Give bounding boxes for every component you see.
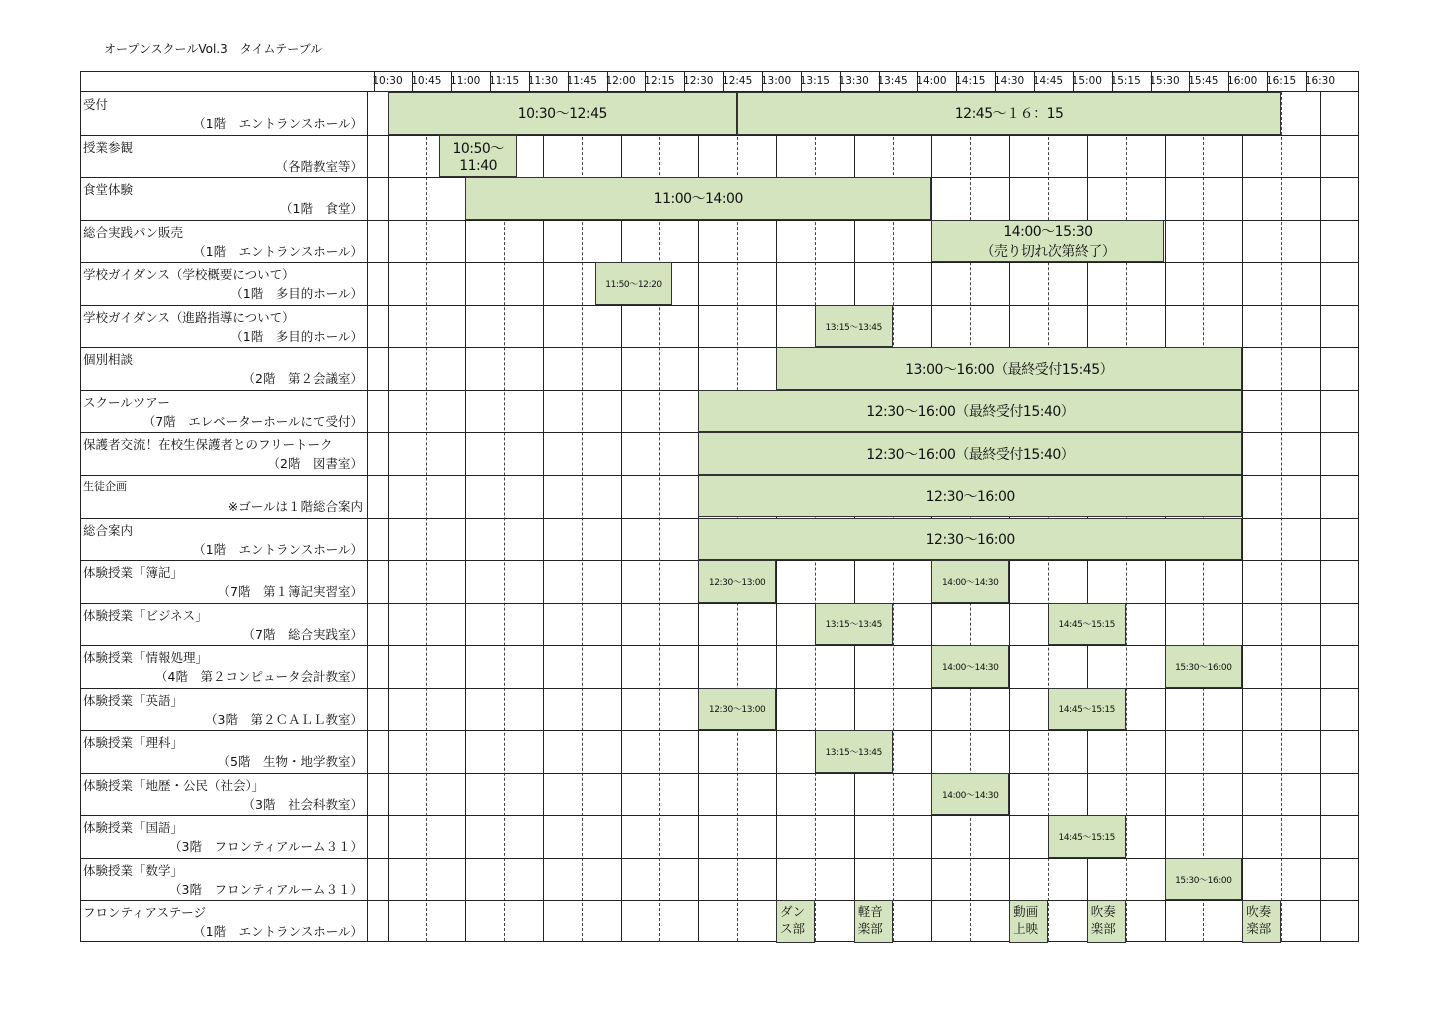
row-label: [83, 305, 363, 348]
stage-act-line2: 上映: [1013, 921, 1039, 937]
header-tick: [1151, 72, 1152, 92]
event-location: （5階 生物・地学教室）: [217, 754, 363, 770]
row-label: [83, 518, 363, 561]
event-name: フロンティアステージ: [83, 905, 207, 921]
row-label: [83, 135, 363, 178]
event-name: 学校ガイダンス（学校概要について）: [83, 267, 295, 283]
event-location: （1階 多目的ホール）: [230, 286, 363, 302]
event-bar[interactable]: [776, 900, 815, 943]
event-bar[interactable]: [931, 560, 1009, 603]
row-label: [83, 645, 363, 688]
header-tick: [917, 72, 918, 92]
event-bar[interactable]: [931, 645, 1009, 688]
header-tick: [1112, 72, 1113, 92]
header-tick: [762, 72, 763, 92]
event-name: スクールツアー: [83, 394, 170, 410]
header-tick: [645, 72, 646, 92]
row-label: [83, 603, 363, 646]
time-header-label: 14:15: [955, 75, 986, 87]
time-header-label: 16:30: [1304, 75, 1336, 87]
event-location: （3階 フロンティアルーム３１）: [169, 839, 363, 855]
event-bar[interactable]: [1087, 900, 1126, 943]
header-tick: [374, 72, 375, 92]
event-location: （7階 エレベーターホールにて受付）: [142, 413, 363, 429]
time-header-label: 15:30: [1149, 75, 1180, 87]
time-header-label: 13:45: [877, 75, 908, 87]
event-bar[interactable]: [698, 432, 1242, 475]
time-header-label: 14:45: [1032, 75, 1064, 87]
time-header-label: 15:45: [1188, 75, 1219, 87]
event-time: 14:00～14:30: [941, 577, 999, 588]
event-location: （3階 社会科教室）: [242, 796, 363, 812]
time-header-label: 11:45: [566, 75, 597, 87]
event-location: （2階 図書室）: [267, 456, 363, 472]
header-tick: [1189, 72, 1190, 92]
event-bar[interactable]: [439, 135, 517, 178]
event-name: 体験授業「英語」: [83, 692, 184, 708]
event-time: 12:30～16:00（最終受付15:40）: [866, 446, 1075, 463]
header-tick: [1267, 72, 1268, 92]
header-tick: [451, 72, 452, 92]
event-name: 個別相談: [83, 352, 134, 368]
row-label: [83, 177, 363, 220]
event-location: （1階 エントランスホール）: [193, 116, 363, 131]
time-header-label: 13:30: [838, 75, 869, 87]
event-name: 総合案内: [83, 522, 134, 538]
time-header-label: 12:45: [722, 75, 753, 87]
event-note: （売り切れ次第終了）: [980, 243, 1116, 260]
event-time: 14:00～14:30: [941, 662, 999, 673]
header-tick: [529, 72, 530, 92]
event-bar[interactable]: [815, 730, 893, 773]
event-name: 保護者交流！在校生保護者とのフリートーク: [83, 437, 333, 453]
event-time: 13:15～13:45: [825, 620, 882, 631]
event-bar[interactable]: [1009, 900, 1048, 943]
event-bar[interactable]: [931, 220, 1164, 263]
event-bar[interactable]: [931, 773, 1009, 816]
header-tick: [723, 72, 724, 92]
stage-act-line1: 吹奏: [1246, 904, 1272, 920]
event-bar[interactable]: [698, 518, 1242, 561]
row-label: [83, 432, 363, 475]
header-tick: [412, 72, 413, 92]
stage-act-line1: ダン: [780, 904, 806, 920]
event-time: 14:45～15:15: [1058, 705, 1116, 716]
event-bar[interactable]: [698, 475, 1242, 518]
header-tick: [801, 72, 802, 92]
row-label: [83, 475, 363, 518]
event-bar[interactable]: [698, 560, 776, 603]
event-time: 12:30～13:00: [708, 705, 766, 716]
time-header-label: 12:30: [683, 75, 714, 87]
row-label: [83, 773, 363, 816]
time-header-label: 16:00: [1227, 75, 1258, 87]
event-name: 体験授業「地歴・公民（社会）」: [83, 777, 265, 793]
header-tick: [879, 72, 880, 92]
event-time: 11:00～14:00: [653, 191, 743, 208]
event-time: 12:30～16:00（最終受付15:40）: [866, 404, 1075, 421]
event-name: 体験授業「理科」: [83, 735, 184, 751]
event-bar[interactable]: [388, 92, 738, 135]
event-name: 受付: [83, 97, 109, 112]
timetable-grid: [80, 71, 1359, 942]
event-location: （1階 エントランスホール）: [193, 243, 363, 259]
row-label: [83, 390, 363, 433]
row-label: [83, 688, 363, 731]
header-tick: [995, 72, 996, 92]
event-bar[interactable]: [1048, 815, 1126, 858]
event-location: ※ゴールは１階総合案内: [227, 498, 363, 514]
event-location: （1階 エントランスホール）: [193, 924, 363, 940]
event-name: 体験授業「情報処理」: [83, 650, 209, 666]
stage-act-line1: 動画: [1013, 904, 1039, 920]
event-name: 食堂体験: [83, 182, 134, 198]
event-location: （7階 第１簿記実習室）: [217, 584, 363, 600]
time-header-label: 13:15: [799, 75, 830, 87]
time-header-label: 12:15: [644, 75, 675, 87]
event-location: （1階 多目的ホール）: [230, 328, 363, 344]
event-bar[interactable]: [737, 92, 1281, 135]
event-name: 授業参観: [83, 139, 134, 155]
row-label: [83, 730, 363, 773]
time-header-label: 16:15: [1265, 75, 1297, 87]
event-location: （1階 エントランスホール）: [193, 541, 363, 557]
event-location: （1階 食堂）: [280, 201, 363, 217]
stage-act-line2: 楽部: [1246, 921, 1272, 937]
event-bar[interactable]: [815, 305, 893, 348]
event-bar[interactable]: [1048, 603, 1126, 646]
row-label: [83, 347, 363, 390]
time-header-label: 11:15: [488, 75, 520, 87]
stage-act-line1: 軽音: [857, 904, 883, 920]
event-location: （3階 フロンティアルーム３１）: [169, 881, 363, 897]
header-tick: [490, 72, 491, 92]
time-header-label: 10:45: [411, 75, 442, 87]
row-label: [83, 262, 363, 305]
time-header-label: 13:00: [760, 75, 792, 87]
row-label: [83, 900, 363, 943]
event-name: 体験授業「数学」: [83, 862, 184, 878]
time-header-label: 14:30: [993, 75, 1025, 87]
header-tick: [1034, 72, 1035, 92]
header-tick: [568, 72, 569, 92]
event-name: 体験授業「国語」: [83, 820, 184, 836]
header-tick: [840, 72, 841, 92]
stage-act-line2: 楽部: [857, 921, 883, 937]
header-tick: [607, 72, 608, 92]
row-label: [83, 815, 363, 858]
stage-act-line2: 楽部: [1090, 921, 1116, 937]
row-label: [83, 858, 363, 901]
event-bar[interactable]: [698, 688, 776, 731]
stage-act-line2: ス部: [780, 921, 806, 937]
stage-act-line1: 吹奏: [1090, 904, 1116, 920]
event-bar[interactable]: [595, 262, 673, 305]
event-time: 10:50～11:40: [452, 140, 504, 174]
event-time: 12:30～13:00: [708, 577, 766, 588]
event-bar[interactable]: [815, 603, 893, 646]
event-bar[interactable]: [1165, 858, 1243, 901]
event-time: 13:15～13:45: [825, 322, 882, 333]
event-bar[interactable]: [1242, 900, 1281, 943]
event-bar[interactable]: [1048, 688, 1126, 731]
event-name: 総合実践パン販売: [83, 224, 184, 240]
event-time: 14:00～15:30: [1003, 223, 1093, 240]
event-time: 11:50～12:20: [605, 279, 662, 290]
event-bar[interactable]: [465, 177, 931, 220]
event-bar[interactable]: [854, 900, 893, 943]
header-tick: [1228, 72, 1229, 92]
event-time: 10:30～12:45: [517, 106, 607, 123]
event-time: 14:45～15:15: [1058, 833, 1116, 844]
event-location: （7階 総合実践室）: [242, 626, 363, 642]
time-header-label: 10:30: [372, 75, 403, 87]
event-name: 生徒企画: [83, 479, 127, 493]
header-tick: [956, 72, 957, 92]
header-tick: [684, 72, 685, 92]
event-time: 13:00～16:00（最終受付15:45）: [905, 361, 1114, 378]
header-tick: [1306, 72, 1307, 92]
time-header-label: 15:00: [1071, 75, 1102, 87]
time-header-label: 14:00: [916, 75, 947, 87]
event-bar[interactable]: [1165, 645, 1243, 688]
event-time: 12:45～１６：15: [954, 106, 1064, 123]
event-bar[interactable]: [698, 390, 1242, 433]
page-title: オープンスクールVol.3 タイムテーブル: [104, 42, 323, 56]
event-location: （4階 第２コンピュータ会計教室）: [155, 669, 363, 685]
event-time: 13:15～13:45: [825, 748, 882, 759]
event-time: 12:30～16:00: [925, 489, 1015, 506]
time-header-label: 12:00: [605, 75, 636, 87]
row-label: [83, 92, 363, 135]
event-time: 15:30～16:00: [1175, 875, 1232, 886]
event-time: 14:00～14:30: [941, 790, 999, 801]
event-name: 体験授業「簿記」: [83, 565, 184, 581]
event-time: 12:30～16:00: [925, 531, 1015, 548]
row-label: [83, 560, 363, 603]
time-header-label: 15:15: [1110, 75, 1141, 87]
event-bar[interactable]: [776, 347, 1242, 390]
event-name: 学校ガイダンス（進路指導について）: [83, 309, 295, 325]
event-location: （2階 第２会議室）: [242, 371, 363, 387]
time-header-label: 11:30: [527, 75, 559, 87]
event-time: 14:45～15:15: [1058, 620, 1116, 631]
event-location: （3階 第２ＣＡＬＬ教室）: [205, 711, 363, 727]
event-time: 15:30～16:00: [1175, 662, 1232, 673]
event-name: 体験授業「ビジネス」: [83, 607, 208, 623]
event-location: （各階教室等）: [275, 158, 363, 174]
header-tick: [1073, 72, 1074, 92]
time-header-label: 11:00: [450, 75, 481, 87]
row-label: [83, 220, 363, 263]
